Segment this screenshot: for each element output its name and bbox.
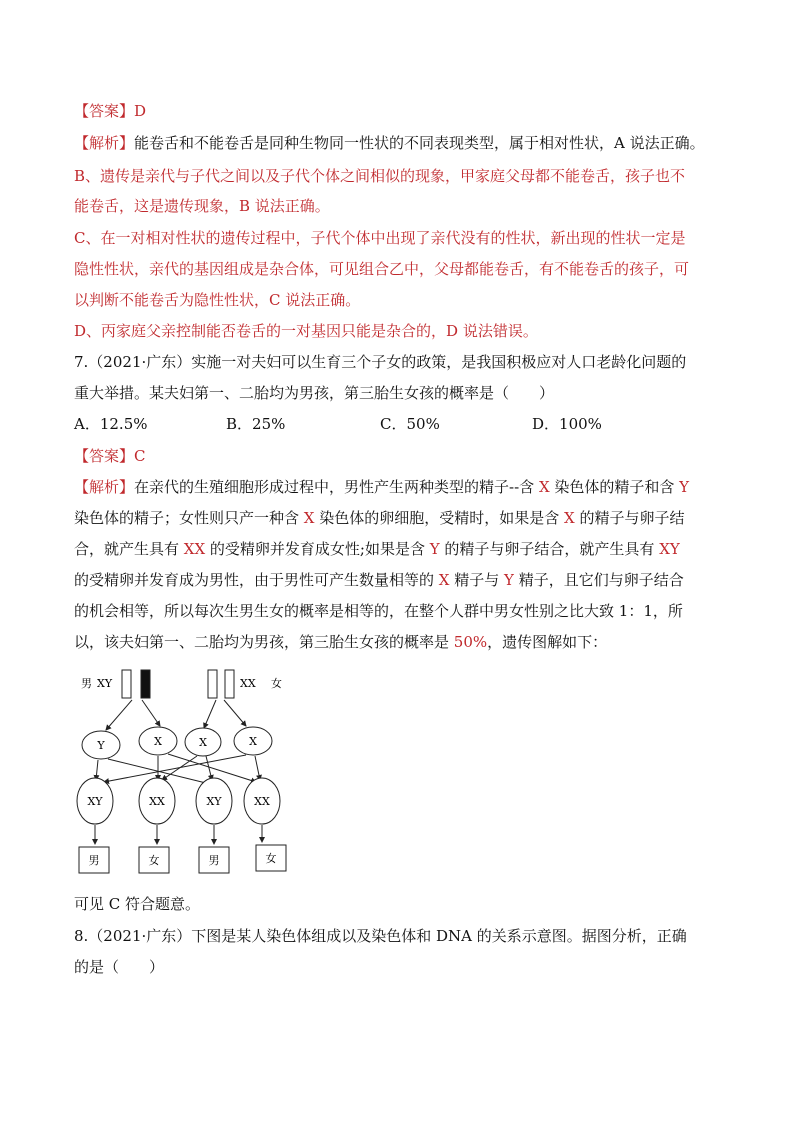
analysis-7-line-4: 的受精卵并发育成为男性，由于男性可产生数量相等的 X 精子与 Y 精子，且它们与卵子结合 [74,571,684,589]
analysis-6-line-5: 隐性性状，亲代的基因组成是杂合体，可见组合乙中，父母都能卷舌，有不能卷舌的孩子，可 [74,260,690,278]
answer-label: 【答案】 [74,102,135,120]
female-x-chromosome-2 [225,670,234,698]
svg-text:女: 女 [148,854,160,867]
svg-text:男: 男 [88,854,100,867]
male-label: 男 [81,677,92,690]
svg-text:女: 女 [265,852,277,865]
female-x-chromosome-1 [208,670,217,698]
option-b: B．25% [226,415,286,433]
answer-value: C [134,447,146,465]
analysis-7-line-1: 【解析】在亲代的生殖细胞形成过程中，男性产生两种类型的精子--含 X 染色体的精子和含 Y [74,478,690,496]
answer-value: D [134,102,147,120]
analysis-7-line-5: 的机会相等，所以每次生男生女的概率是相等的，在整个人群中男女性别之比大致 1：1，所 [74,602,683,620]
analysis-7-line-3: 合，就产生具有 XX 的受精卵并发育成女性;如果是含 Y 的精子与卵子结合，就产生具有 XY [74,540,680,558]
option-a: A．12.5% [74,415,148,433]
analysis-6-line-4: C、在一对相对性状的遗传过程中，子代个体中出现了亲代没有的性状，新出现的性状一定是 [74,229,686,247]
answer-7 [74,446,146,466]
analysis-7-line-6: 以，该夫妇第一、二胎均为男孩，第三胎生女孩的概率是 50%，遗传图解如下： [74,633,608,651]
female-label: 女 [271,677,282,690]
svg-text:X: X [199,736,207,749]
svg-text:XY: XY [87,795,103,808]
question-8-line-2: 的是（ ） [74,958,165,976]
svg-text:XX: XX [149,795,165,808]
sex-inheritance-diagram [74,664,314,884]
svg-text:Y: Y [97,739,105,752]
question-7-line-1: 7.（2021·广东）实施一对夫妇可以生育三个子女的政策，是我国积极应对人口老龄化问题的 [74,353,687,371]
svg-text:XY: XY [206,795,222,808]
analysis-6-line-3: 能卷舌，这是遗传现象，B 说法正确。 [74,197,330,215]
answer-label: 【答案】 [74,447,135,465]
analysis-6-line-1: 【解析】能卷舌和不能卷舌是同种生物同一性状的不同表现类型，属于相对性状，A 说法正确。 [74,134,705,152]
male-x-chromosome [122,670,131,698]
question-7-line-2: 重大举措。某夫妇第一、二胎均为男孩，第三胎生女孩的概率是（ ） [74,384,555,402]
svg-text:男: 男 [208,854,220,867]
analysis-6-line-2: B、遗传是亲代与子代之间以及子代个体之间相似的现象，甲家庭父母都不能卷舌，孩子也不 [74,167,686,185]
svg-text:X: X [154,735,162,748]
svg-text:XX: XX [254,795,270,808]
analysis-7-conclusion: 可见 C 符合题意。 [74,895,201,913]
male-genotype: XY [97,677,113,690]
option-d: D．100% [532,415,602,433]
answer-6 [74,101,146,121]
analysis-label: 【解析】 [74,478,135,496]
male-y-chromosome [141,670,150,698]
question-8-line-1: 8.（2021·广东）下图是某人染色体组成以及染色体和 DNA 的关系示意图。据图分析，正确 [74,927,687,945]
analysis-6-line-7: D、丙家庭父亲控制能否卷舌的一对基因只能是杂合的，D 说法错误。 [74,322,538,340]
svg-text:X: X [249,735,257,748]
analysis-6-line-6: 以判断不能卷舌为隐性性状，C 说法正确。 [74,291,361,309]
analysis-label: 【解析】 [74,134,135,152]
female-genotype: XX [240,677,256,690]
option-c: C．50% [380,415,440,433]
analysis-7-line-2: 染色体的精子；女性则只产一种含 X 染色体的卵细胞，受精时，如果是含 X 的精子与卵子结 [74,509,685,527]
